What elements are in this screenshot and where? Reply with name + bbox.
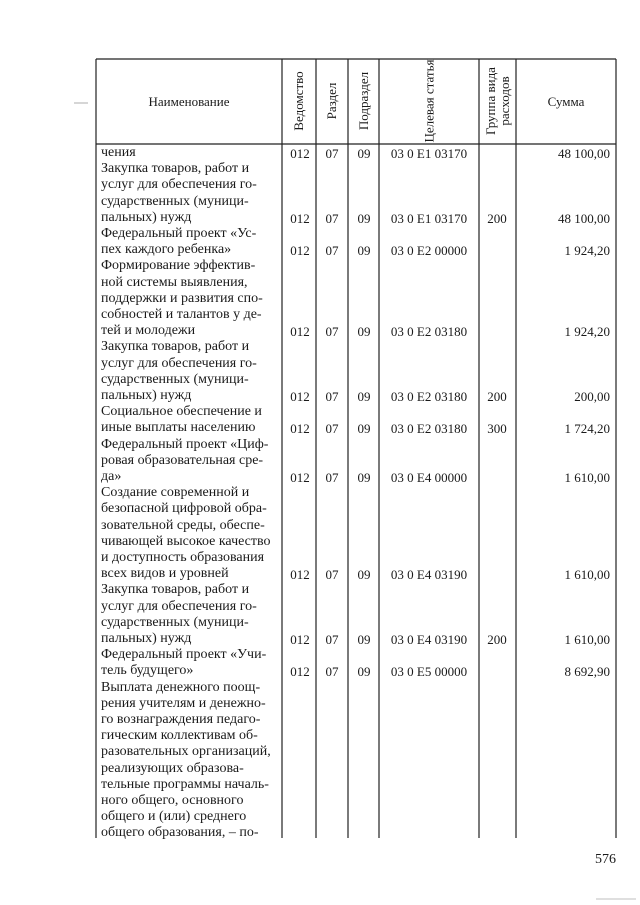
row-name-line: го вознаграждения педаго- (101, 711, 261, 727)
vedomstvo-cell: 012 (290, 210, 310, 226)
celevaya-statya-cell: 03 0 E2 03180 (390, 389, 468, 404)
header-name: Наименование (148, 94, 230, 109)
row-name-line: услуг для обеспечения го- (101, 177, 257, 193)
row-name-line: реализующих образова- (101, 760, 244, 776)
razdel-cell: 07 (325, 664, 339, 680)
header-podrazdel: Подраздел (356, 71, 371, 131)
summa-cell: 1 924,20 (564, 324, 610, 340)
vedomstvo-cell: 012 (290, 389, 310, 404)
vedomstvo-cell: 012 (290, 664, 310, 680)
row-name (101, 582, 276, 647)
row-name-line: всех видов и уровней (101, 566, 229, 582)
celevaya-statya-cell: 03 0 E2 00000 (390, 243, 468, 259)
header-razdel: Раздел (324, 82, 339, 120)
summa-cell: 48 100,00 (558, 210, 610, 226)
razdel-cell: 07 (325, 632, 339, 647)
summa-cell: 1 724,20 (564, 421, 610, 437)
row-name-line: ной системы выявления, (101, 274, 248, 290)
vedomstvo-cell: 012 (290, 421, 310, 437)
summa-cell: 200,00 (574, 389, 610, 404)
row-name-line: ровая образовательная сре- (101, 452, 264, 468)
row-name-line: пальных) нужд (101, 209, 192, 225)
celevaya-statya-cell: 03 0 E1 03170 (390, 146, 468, 161)
row-name-line: Федеральный проект «Ус- (101, 226, 257, 241)
row-name-line: пальных) нужд (101, 387, 192, 403)
row-name-line: разовательных организаций, (101, 744, 271, 760)
razdel-cell: 07 (325, 567, 339, 583)
row-name-line: поддержки и развития спо- (101, 290, 263, 306)
row-name-line: общего и (или) среднего (101, 809, 247, 825)
gruppa-cell: 300 (487, 421, 507, 437)
row-name-line: Выплата денежного поощ- (101, 679, 261, 695)
row-name-line: чивающей высокое качество (101, 533, 271, 549)
row-name-line: собностей и талантов у де- (101, 306, 262, 322)
podrazdel-cell: 09 (357, 664, 371, 680)
row-name-line: услуг для обеспечения го- (101, 355, 257, 371)
razdel-cell: 07 (325, 210, 339, 226)
vedomstvo-cell: 012 (290, 567, 310, 583)
row-name-line: да» (101, 468, 122, 484)
row-name-line: рения учителям и денежно- (101, 695, 266, 711)
celevaya-statya-cell: 03 0 E4 00000 (390, 470, 468, 485)
row-name (101, 404, 276, 436)
gruppa-cell: 200 (487, 389, 507, 404)
row-name (101, 258, 276, 339)
header-gruppa-vida-rashodov (484, 61, 512, 141)
podrazdel-cell: 09 (357, 632, 371, 647)
row-name-line: Создание современной и (101, 485, 250, 501)
celevaya-statya-cell: 03 0 E2 03180 (390, 421, 468, 437)
row-name-line: и доступность образования (101, 549, 265, 565)
header-celevaya-statya-text: Целевая статья (421, 59, 437, 143)
row-name-line: пех каждого ребенка» (101, 242, 232, 258)
summa-cell: 48 100,00 (558, 146, 610, 161)
vedomstvo-cell: 012 (290, 324, 310, 340)
row-name (101, 161, 276, 226)
row-name (101, 647, 276, 679)
row-name-line: ного общего, основного (101, 792, 244, 808)
row-name-line: тей и молодежи (101, 323, 196, 339)
row-name-line: Социальное обеспечение и (101, 404, 262, 420)
row-name-line: зовательной среды, обеспе- (101, 517, 265, 533)
podrazdel-cell: 09 (357, 210, 371, 226)
razdel-cell: 07 (325, 470, 339, 485)
vedomstvo-cell: 012 (290, 632, 310, 647)
podrazdel-cell: 09 (357, 389, 371, 404)
row-name-line: услуг для обеспечения го- (101, 598, 257, 614)
header-gruppa-text: Группа вида расходов (483, 67, 512, 135)
row-name-line: Закупка товаров, работ и (101, 339, 250, 355)
header-summa: Сумма (547, 94, 585, 109)
header-celevaya-statya (422, 56, 437, 146)
row-name-line: чения (101, 145, 136, 160)
podrazdel-cell: 09 (357, 421, 371, 437)
row-name (101, 485, 276, 582)
summa-cell: 1 610,00 (564, 470, 610, 485)
razdel-cell: 07 (325, 389, 339, 404)
celevaya-statya-cell: 03 0 E2 03180 (390, 324, 468, 340)
row-name (101, 339, 276, 404)
row-name-line: тель будущего» (101, 663, 194, 679)
row-name-line: иные выплаты населению (101, 420, 256, 436)
page-number: 576 (595, 852, 616, 867)
vedomstvo-cell: 012 (290, 146, 310, 161)
row-name (101, 226, 276, 258)
row-name-line: Федеральный проект «Учи- (101, 647, 267, 663)
podrazdel-cell: 09 (357, 243, 371, 259)
celevaya-statya-cell: 03 0 E4 03190 (390, 567, 468, 583)
vedomstvo-cell: 012 (290, 243, 310, 259)
row-name-line: общего образования, – по- (101, 825, 259, 841)
celevaya-statya-cell: 03 0 E5 00000 (390, 664, 468, 680)
podrazdel-cell: 09 (357, 470, 371, 485)
row-name-line: сударственных (муници- (101, 193, 249, 209)
row-name-line: тельные программы началь- (101, 776, 269, 792)
razdel-cell: 07 (325, 243, 339, 259)
podrazdel-cell: 09 (357, 567, 371, 583)
podrazdel-cell: 09 (357, 146, 371, 161)
razdel-cell: 07 (325, 146, 339, 161)
gruppa-cell: 200 (487, 632, 507, 647)
celevaya-statya-cell: 03 0 E1 03170 (390, 210, 468, 226)
summa-cell: 1 610,00 (564, 632, 610, 647)
podrazdel-cell: 09 (357, 324, 371, 340)
row-name-line: Закупка товаров, работ и (101, 582, 250, 598)
summa-cell: 1 924,20 (564, 243, 610, 259)
gruppa-cell: 200 (487, 210, 507, 226)
row-name-line: сударственных (муници- (101, 371, 249, 387)
razdel-cell: 07 (325, 421, 339, 437)
summa-cell: 8 692,90 (564, 664, 610, 680)
row-name-line: пальных) нужд (101, 630, 192, 646)
celevaya-statya-cell: 03 0 E4 03190 (390, 632, 468, 647)
row-name (101, 145, 276, 161)
row-name-line: гическим коллективам об- (101, 728, 258, 744)
row-name-line: безопасной цифровой обра- (101, 501, 267, 517)
row-name-line: Федеральный проект «Циф- (101, 436, 269, 452)
header-vedomstvo: Ведомство (291, 71, 306, 131)
row-name (101, 437, 276, 486)
row-name (101, 680, 276, 842)
row-name-line: сударственных (муници- (101, 614, 249, 630)
razdel-cell: 07 (325, 324, 339, 340)
summa-cell: 1 610,00 (564, 567, 610, 583)
row-name-line: Закупка товаров, работ и (101, 161, 250, 177)
row-name-line: Формирование эффектив- (101, 258, 256, 274)
vedomstvo-cell: 012 (290, 470, 310, 485)
